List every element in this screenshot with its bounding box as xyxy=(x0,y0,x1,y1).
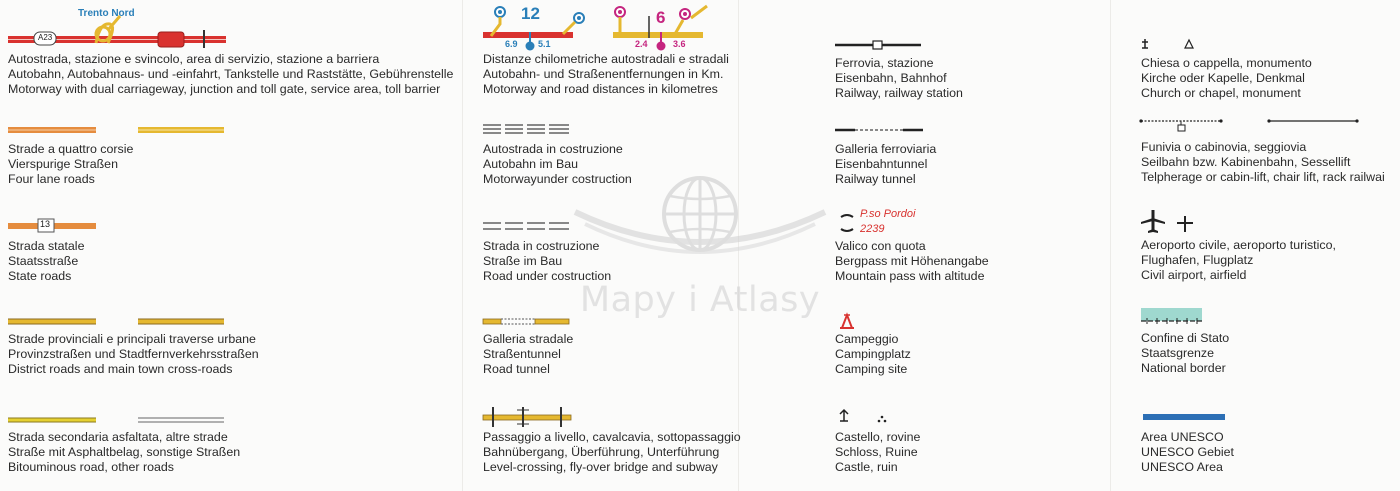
legend-text-de: Staatsgrenze xyxy=(1141,346,1215,360)
legend-text-it: Ferrovia, stazione xyxy=(835,56,934,70)
legend-text-it: Strada statale xyxy=(8,239,85,253)
legend-item-road-tunnel xyxy=(483,310,583,377)
legend-item-mountain-pass xyxy=(835,206,989,284)
exit-name-label: Trento Nord xyxy=(78,8,135,19)
legend-text-it: Campeggio xyxy=(835,332,899,346)
distance-magenta-total: 6 xyxy=(656,8,666,27)
railway-symbol xyxy=(835,34,963,56)
motorway-symbol xyxy=(8,8,453,52)
legend-text-en: Railway tunnel xyxy=(835,172,916,186)
legend-text-en: Motorwayunder costruction xyxy=(483,172,632,186)
tent-icon xyxy=(835,311,865,331)
legend-text-de: Autobahn, Autobahnaus- und -einfahrt, Tankstelle und Raststätte, Gebührenstelle xyxy=(8,67,454,81)
legend-text-en: Castle, ruin xyxy=(835,460,898,474)
legend-text-de: Straße mit Asphaltbelag, sonstige Straßen xyxy=(8,445,241,459)
cableway-symbol xyxy=(1141,112,1385,140)
legend-text-en: Mountain pass with altitude xyxy=(835,269,985,283)
legend-text-de: Kirche oder Kapelle, Denkmal xyxy=(1141,71,1305,85)
castle-icon xyxy=(840,410,848,421)
distance-blue-b: 5.1 xyxy=(538,39,551,49)
legend-item-airport xyxy=(1141,208,1336,283)
church-icon xyxy=(1142,39,1148,48)
railway-tunnel-symbol xyxy=(835,118,936,142)
legend-text-de: Bahnübergang, Überführung, Unterführung xyxy=(483,445,720,459)
legend-text-de: Eisenbahntunnel xyxy=(835,157,928,171)
legend-item-four-lane xyxy=(8,118,238,187)
legend-item-railway-tunnel xyxy=(835,118,936,187)
legend-text-en: Bitouminous road, other roads xyxy=(8,460,174,474)
legend-text-en: Road under costruction xyxy=(483,269,612,283)
legend-text-en: District roads and main town cross-roads xyxy=(8,362,233,376)
legend-text-de: Bergpass mit Höhenangabe xyxy=(835,254,989,268)
four-lane-symbol xyxy=(8,118,238,142)
legend-item-church xyxy=(1141,34,1312,101)
state-road-symbol xyxy=(8,215,238,239)
legend-text-en: Church or chapel, monument xyxy=(1141,86,1301,100)
pass-name-label: P.so Pordoi xyxy=(860,208,916,220)
pass-altitude-label: 2239 xyxy=(860,223,885,235)
legend-text-en: Railway, railway station xyxy=(835,86,963,100)
secondary-road-symbol xyxy=(8,408,240,430)
motorway-construction-symbol xyxy=(483,118,632,142)
legend-item-castle xyxy=(835,408,920,475)
legend-text-it: Castello, rovine xyxy=(835,430,921,444)
legend-text-en: State roads xyxy=(8,269,72,283)
legend-text-it: Distanze chilometriche autostradali e stradali xyxy=(483,52,729,66)
legend-text-en: Camping site xyxy=(835,362,908,376)
legend-text-it: Strada secondaria asfaltata, altre strade xyxy=(8,430,228,444)
legend-text-de: Flughafen, Flugplatz xyxy=(1141,253,1254,267)
airport-symbol xyxy=(1141,208,1336,238)
distance-magenta-a: 2.4 xyxy=(635,39,648,49)
distance-blue-a: 6.9 xyxy=(505,39,518,49)
legend-text-en: Telpherage or cabin-lift, chair lift, rack railwai xyxy=(1141,170,1385,184)
road-tunnel-symbol xyxy=(483,310,583,332)
mountain-pass-symbol xyxy=(835,206,989,239)
state-road-shield-label: 13 xyxy=(40,219,51,229)
legend-text-de: Provinzstraßen und Stadtfernverkehrsstraßen xyxy=(8,347,259,361)
legend-text-en: Motorway and road distances in kilometres xyxy=(483,82,718,96)
church-symbol xyxy=(1141,34,1312,56)
watermark-text: Mapy i Atlasy xyxy=(579,280,821,320)
motorway-shield-label: A23 xyxy=(38,33,53,42)
legend-text-it: Valico con quota xyxy=(835,239,926,253)
distances-symbol xyxy=(483,4,729,52)
legend-text-en: National border xyxy=(1141,361,1226,375)
legend-text-it: Strade provinciali e principali traverse urbane xyxy=(8,332,256,346)
legend-text-de: Schloss, Ruine xyxy=(835,445,918,459)
legend-text-de: Autobahn- und Straßenentfernungen in Km. xyxy=(483,67,724,81)
legend-text-de: Straße im Bau xyxy=(483,254,563,268)
legend-text-de: Eisenbahn, Bahnhof xyxy=(835,71,947,85)
castle-symbol xyxy=(835,408,920,430)
legend-text-de: UNESCO Gebiet xyxy=(1141,445,1234,459)
legend-item-railway xyxy=(835,34,963,101)
camping-symbol xyxy=(835,311,911,332)
legend-item-national-border xyxy=(1141,306,1229,376)
legend-text-de: Staatsstraße xyxy=(8,254,79,268)
legend-item-unesco xyxy=(1141,408,1241,475)
legend-text-it: Autostrada, stazione e svincolo, area di servizio, stazione a barriera xyxy=(8,52,380,66)
ruin-icon xyxy=(878,416,887,423)
legend-text-it: Autostrada in costruzione xyxy=(483,142,623,156)
legend-item-district-road xyxy=(8,310,259,377)
legend-text-en: UNESCO Area xyxy=(1141,460,1223,474)
legend-text-it: Strade a quattro corsie xyxy=(8,142,134,156)
district-road-symbol xyxy=(8,310,259,332)
legend-text-it: Chiesa o cappella, monumento xyxy=(1141,56,1312,70)
legend-item-road-construction xyxy=(483,215,611,284)
legend-text-en: Four lane roads xyxy=(8,172,95,186)
legend-text-de: Autobahn im Bau xyxy=(483,157,579,171)
legend-text-en: Road tunnel xyxy=(483,362,550,376)
legend-text-it: Area UNESCO xyxy=(1141,430,1224,444)
unesco-symbol xyxy=(1141,408,1241,430)
monument-icon xyxy=(1185,40,1193,48)
legend-item-state-road xyxy=(8,215,238,284)
legend-item-camping xyxy=(835,311,911,377)
legend-text-it: Confine di Stato xyxy=(1141,331,1230,345)
national-border-symbol xyxy=(1141,306,1229,331)
legend-item-cableway xyxy=(1141,112,1385,185)
legend-text-it: Galleria ferroviaria xyxy=(835,142,937,156)
legend-text-it: Strada in costruzione xyxy=(483,239,600,253)
airplane-icon xyxy=(1141,210,1165,233)
level-crossing-symbol xyxy=(483,406,741,430)
distance-blue-total: 12 xyxy=(521,4,540,23)
legend-item-distances xyxy=(483,4,729,97)
legend-item-motorway xyxy=(8,8,453,97)
distance-magenta-b: 3.6 xyxy=(673,39,686,49)
legend-text-de: Straßentunnel xyxy=(483,347,561,361)
legend-text-en: Level-crossing, fly-over bridge and subway xyxy=(483,460,718,474)
cabin-icon xyxy=(1178,125,1185,131)
road-construction-symbol xyxy=(483,215,611,239)
legend-text-de: Vierspurige Straßen xyxy=(8,157,118,171)
legend-item-level-crossing xyxy=(483,406,741,475)
legend-text-it: Funivia o cabinovia, seggiovia xyxy=(1141,140,1307,154)
legend-text-de: Seilbahn bzw. Kabinenbahn, Sessellift xyxy=(1141,155,1351,169)
legend-text-de: Campingplatz xyxy=(835,347,911,361)
airfield-icon xyxy=(1177,216,1193,232)
legend-item-secondary-road xyxy=(8,408,240,475)
legend-text-it: Passaggio a livello, cavalcavia, sottopassaggio xyxy=(483,430,741,444)
legend-text-it: Galleria stradale xyxy=(483,332,574,346)
legend-text-en: Motorway with dual carriageway, junction and toll gate, service area, toll barrier xyxy=(8,82,441,96)
legend-text-en: Civil airport, airfield xyxy=(1141,268,1247,282)
legend-item-motorway-construction xyxy=(483,118,632,187)
legend-text-it: Aeroporto civile, aeroporto turistico, xyxy=(1141,238,1336,252)
